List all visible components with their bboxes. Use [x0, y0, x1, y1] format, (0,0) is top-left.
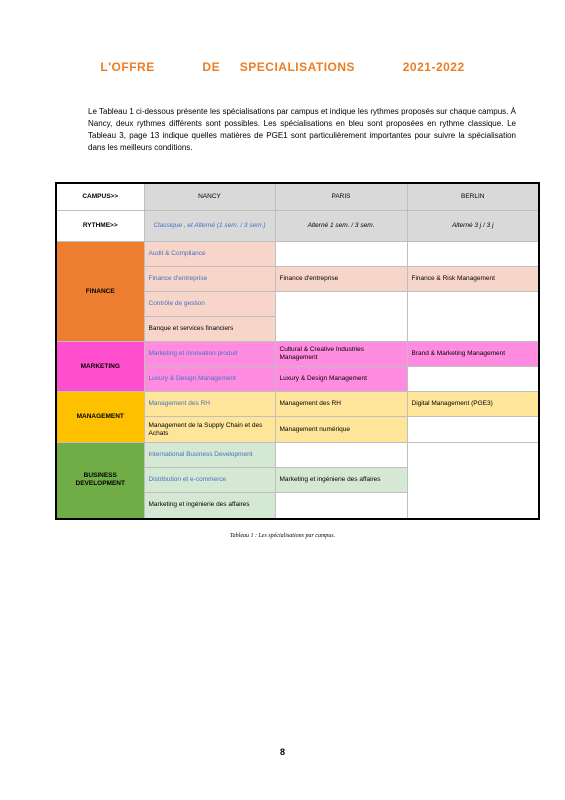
spec-cell: Brand & Marketing Management: [407, 342, 539, 367]
spec-cell: Management des RH: [144, 392, 275, 417]
empty-cell: [275, 292, 407, 342]
intro-paragraph: Le Tableau 1 ci-dessous présente les spécialisations par campus et indique les rythmes proposés sur chaque campus. À Nancy, deux rythmes différents sont possibles. Les spécialisations en bleu sont proposées en rythme classique. Le Tableau 3, page 13 indique quelles matières de PGE1 sont particulièrement importantes pour suivre la spécialisation dans les meilleurs conditions.: [88, 107, 516, 152]
spec-cell: Finance d'entreprise: [275, 267, 407, 292]
empty-cell: [275, 493, 407, 519]
spec-cell: Cultural & Creative Industries Management: [275, 342, 407, 367]
rythme-header-label: RYTHME>>: [56, 211, 144, 242]
rythme-nancy: Classique , et Alterné (1 sem. / 3 sem.): [144, 211, 275, 242]
sector-finance: FINANCE: [56, 242, 144, 342]
title-year: 2021-2022: [402, 60, 465, 74]
specialisations-table: [55, 182, 540, 520]
campus-paris: PARIS: [275, 183, 407, 211]
empty-cell: [275, 443, 407, 468]
page-title: [0, 60, 565, 74]
empty-cell: [407, 417, 539, 443]
sector-business-development: BUSINESS DEVELOPMENT: [56, 443, 144, 519]
spec-cell: Audit & Compliance: [144, 242, 275, 267]
spec-cell: Marketing et ingénierie des affaires: [144, 493, 275, 519]
empty-cell: [275, 242, 407, 267]
empty-cell: [407, 443, 539, 519]
spec-cell: Finance & Risk Management: [407, 267, 539, 292]
page-number: 8: [279, 747, 285, 757]
spec-cell: Management de la Supply Chain et des Achats: [144, 417, 275, 443]
campus-berlin: BERLIN: [407, 183, 539, 211]
table-caption: Tableau 1 : Les spécialisations par campus.: [229, 533, 336, 539]
spec-cell: Luxury & Design Management: [144, 367, 275, 392]
title-word: SPECIALISATIONS: [239, 60, 356, 74]
empty-cell: [407, 367, 539, 392]
spec-cell: Luxury & Design Management: [275, 367, 407, 392]
spec-cell: Distribution et e-commerce: [144, 468, 275, 493]
title-word: L'OFFRE: [100, 60, 155, 74]
sector-management: MANAGEMENT: [56, 392, 144, 443]
rythme-paris: Alterné 1 sem. / 3 sem.: [275, 211, 407, 242]
spec-cell: Marketing et innovation produit: [144, 342, 275, 367]
spec-cell: Digital Management (PGE3): [407, 392, 539, 417]
spec-cell: Contrôle de gestion: [144, 292, 275, 317]
empty-cell: [407, 292, 539, 342]
spec-cell: International Business Development: [144, 443, 275, 468]
title-word: DE: [202, 60, 221, 74]
spec-cell: Marketing et ingénierie des affaires: [275, 468, 407, 493]
sector-marketing: MARKETING: [56, 342, 144, 392]
campus-header-label: CAMPUS>>: [56, 183, 144, 211]
spec-cell: Management des RH: [275, 392, 407, 417]
spec-cell: Banque et services financiers: [144, 317, 275, 342]
rythme-berlin: Alterné 3 j / 3 j: [407, 211, 539, 242]
campus-nancy: NANCY: [144, 183, 275, 211]
spec-cell: Management numérique: [275, 417, 407, 443]
spec-cell: Finance d'entreprise: [144, 267, 275, 292]
empty-cell: [407, 242, 539, 267]
